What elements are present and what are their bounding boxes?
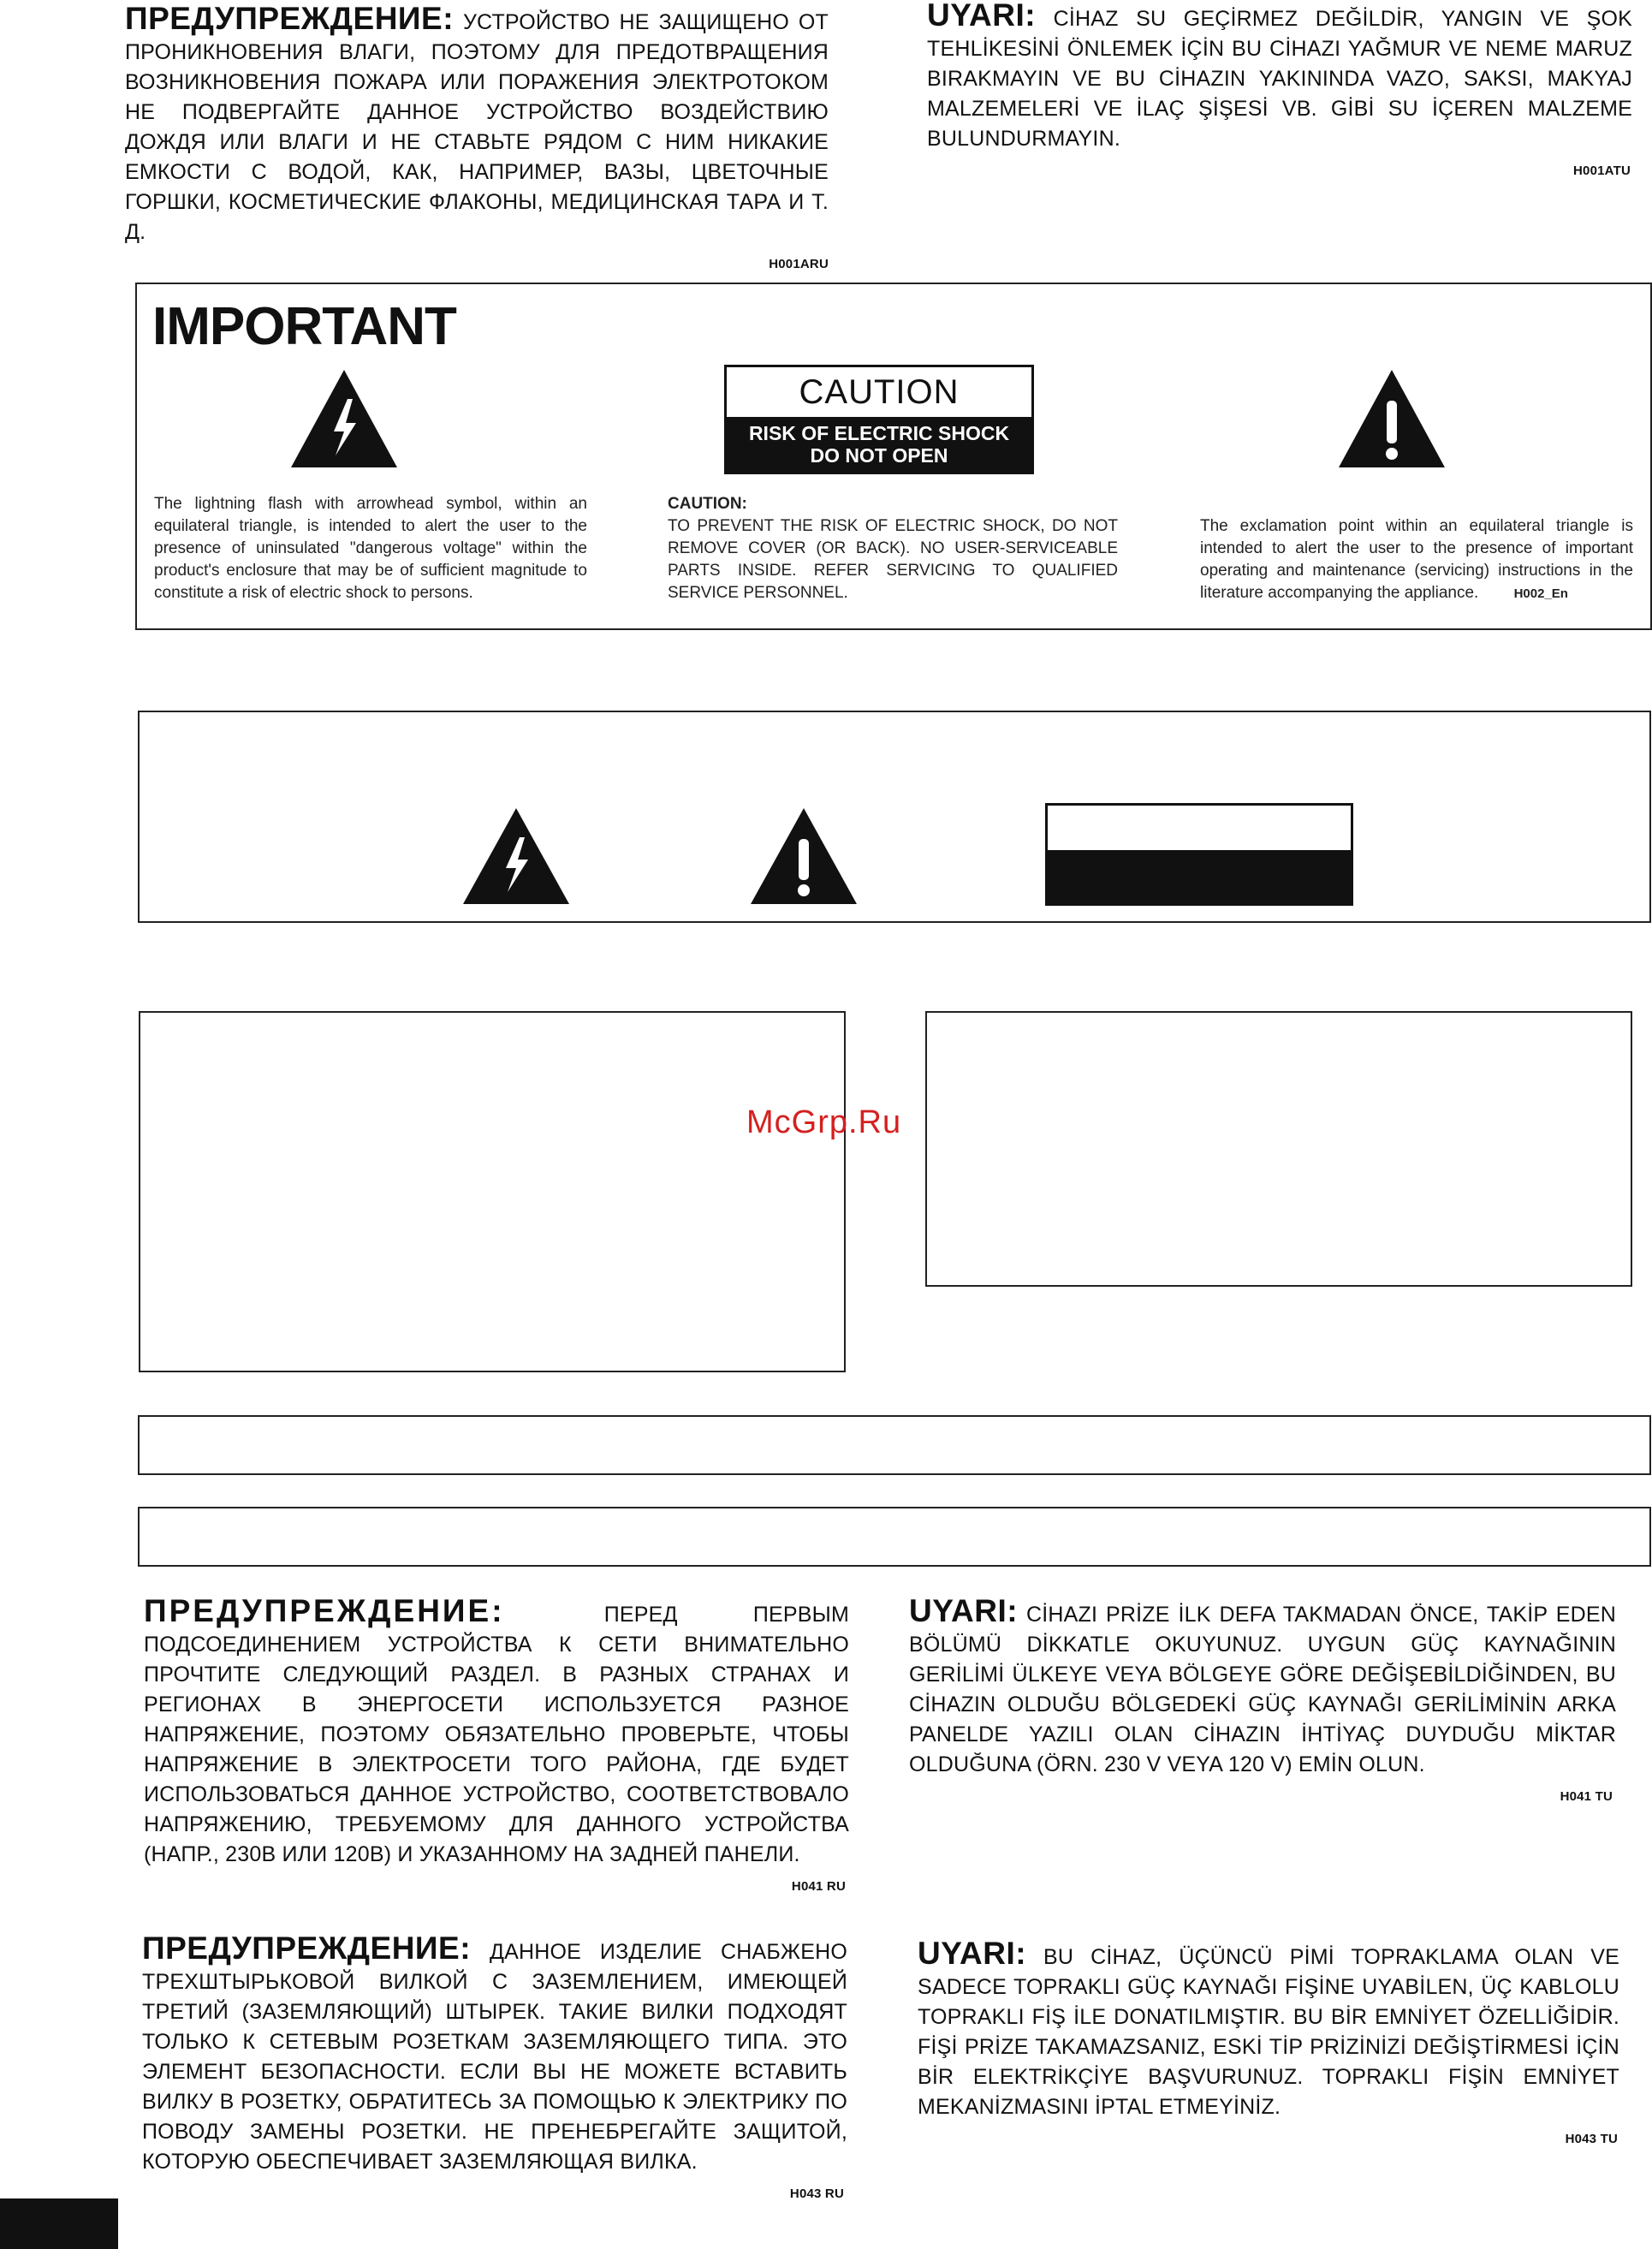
top-warning-tr bbox=[927, 0, 1632, 186]
doc-code: H002_En bbox=[1513, 586, 1568, 601]
caution-label-line-2: DO NOT OPEN bbox=[810, 444, 948, 467]
warning-body: ПЕРЕД ПЕРВЫМ ПОДСОЕДИНЕНИЕМ УСТРОЙСТВА К СЕТИ ВНИМАТЕЛЬНО ПРОЧТИТЕ СЛЕДУЮЩИЙ РАЗДЕЛ. В РАЗНЫХ СТРАНАХ И РЕГИОНАХ В ЭНЕРГОСЕТИ ИСПОЛЬЗУЕТСЯ РАЗНОЕ НАПРЯЖЕНИЕ, ПОЭТОМУ ОБЯЗАТЕЛЬНО ПРОВЕРЬТЕ, ЧТОБЫ НАПРЯЖЕНИЕ В ЭЛЕКТРОСЕТИ ТОГО РАЙОНА, ГДЕ БУДЕТ ИСПОЛЬЗОВАТЬСЯ ДАННОЕ УСТРОЙСТВО, СООТВЕТСТВОВАЛО НАПРЯЖЕНИЮ, ТРЕБУЕМОМУ ДЛЯ ДАННОГО УСТРОЙСТВА (НАПР., 230В ИЛИ 120В) И УКАЗАННОМУ НА ЗАДНЕЙ ПАНЕЛИ. bbox=[144, 1603, 849, 1866]
grounding-warning-ru bbox=[142, 1933, 847, 2209]
warning-body: ДАННОЕ ИЗДЕЛИЕ СНАБЖЕНО ТРЕХШТЫРЬКОВОЙ ВИЛКОЙ С ЗАЗЕМЛЕНИЕМ, ИМЕЮЩЕЙ ТРЕТИЙ (ЗАЗЕМЛЯЮЩИЙ) ШТЫРЕК. ТАКИЕ ВИЛКИ ПОДХОДЯТ ТОЛЬКО К СЕТЕВЫМ РОЗЕТКАМ ЗАЗЕМЛЯЮЩЕГО ТИПА. ЭТО ЭЛЕМЕНТ БЕЗОПАСНОСТИ. ЕСЛИ ВЫ НЕ МОЖЕТЕ ВСТАВИТЬ ВИЛКУ В РОЗЕТКУ, ОБРАТИТЕСЬ ЗА ПОМОЩЬЮ К ЭЛЕКТРИКУ ПО ПОВОДУ ЗАМЕНЫ РОЗЕТКИ. НЕ ПРЕНЕБРЕГАЙТЕ ЗАЩИТОЙ, КОТОРУЮ ОБЕСПЕЧИВАЕТ ЗАЗЕМЛЯЮЩАЯ ВИЛКА. bbox=[142, 1940, 847, 2174]
lightning-warning-icon bbox=[460, 805, 573, 907]
doc-code: H001ARU bbox=[769, 257, 829, 271]
warning-body: CİHAZI PRİZE İLK DEFA TAKMADAN ÖNCE, TAKİP EDEN BÖLÜMÜ DİKKATLE OKUYUNUZ. UYGUN GÜÇ KAYNAĞININ GERİLİMİ ÜLKEYE VEYA BÖLGEYE GÖRE DEĞİŞEBİLDİĞİNDEN, BU CİHAZIN OLDUĞU BÖLGEDEKİ GÜÇ KAYNAĞI GERİLİMİNİN ARKA PANELDE YAZILI OLAN CİHAZIN İHTİYAÇ DUYDUĞU MİKTAR OLDUĞUNA (ÖRN. 230 V VEYA 120 V) EMİN OLUN. bbox=[909, 1603, 1616, 1776]
caution-text-block bbox=[668, 493, 1118, 604]
warning-body: УСТРОЙСТВО НЕ ЗАЩИЩЕНО ОТ ПРОНИКНОВЕНИЯ ВЛАГИ, ПОЭТОМУ ДЛЯ ПРЕДОТВРАЩЕНИЯ ВОЗНИКНОВЕНИЯ ПОЖАРА ИЛИ ПОРАЖЕНИЯ ЭЛЕКТРОТОКОМ НЕ ПОДВЕРГАЙТЕ ДАННОЕ УСТРОЙСТВО ВОЗДЕЙСТВИЮ ДОЖДЯ ИЛИ ВЛАГИ И НЕ СТАВЬТЕ РЯДОМ С НИМ НИКАКИЕ ЕМКОСТИ С ВОДОЙ, КАК, НАПРИМЕР, ВАЗЫ, ЦВЕТОЧНЫЕ ГОРШКИ, КОСМЕТИЧЕСКИЕ ФЛАКОНЫ, МЕДИЦИНСКАЯ ТАРА И Т. Д. bbox=[125, 10, 829, 244]
exclamation-description bbox=[1200, 515, 1633, 605]
caution-text: TO PREVENT THE RISK OF ELECTRIC SHOCK, DO NOT REMOVE COVER (OR BACK). NO USER-SERVICEABLE PARTS INSIDE. REFER SERVICING TO QUALIFIED SERVICE PERSONNEL. bbox=[668, 517, 1118, 602]
exclamation-warning-icon bbox=[1335, 366, 1448, 471]
empty-box-left bbox=[139, 1011, 846, 1372]
warning-heading: ПРЕДУПРЕЖДЕНИЕ: bbox=[125, 1, 455, 36]
lightning-warning-icon bbox=[288, 366, 401, 471]
important-box bbox=[135, 283, 1652, 630]
caution-label bbox=[724, 365, 1034, 474]
doc-code: H041 RU bbox=[791, 1879, 846, 1894]
doc-code: H043 TU bbox=[1565, 2132, 1618, 2146]
caution-label-line-1: RISK OF ELECTRIC SHOCK bbox=[748, 422, 1010, 444]
lightning-description: The lightning flash with arrowhead symbol, within an equilateral triangle, is intended to alert the user to the presence of uninsulated "dangerous voltage" within the product's enclosure that may be of sufficient magnitude to constitute a risk of electric shock to persons. bbox=[154, 495, 587, 602]
watermark: McGrp.Ru bbox=[746, 1104, 902, 1140]
voltage-warning-tr bbox=[909, 1593, 1616, 1812]
warning-heading: ПРЕДУПРЕЖДЕНИЕ: bbox=[144, 1593, 505, 1628]
exclamation-warning-icon bbox=[747, 805, 860, 907]
symbols-box bbox=[138, 711, 1651, 923]
important-title: IMPORTANT bbox=[152, 297, 456, 356]
warning-body: BU CİHAZ, ÜÇÜNCÜ PİMİ TOPRAKLAMA OLAN VE SADECE TOPRAKLI GÜÇ KAYNAĞI FİŞİNE UYABİLEN, ÜÇ KABLOLU TOPRAKLI FİŞ İLE DONATILMIŞTIR. BU BİR EMNİYET ÖZELLİĞİDİR. FİŞİ PRİZE TAKAMAZSANIZ, ESKİ TİP PRİZİNİZİ DEĞİŞTİRMESİ İÇİN BİR ELEKTRİKÇİYE BAŞVURUNUZ. TOPRAKLI FİŞİN EMNİYET MEKANİZMASINI İPTAL ETMEYİNİZ. bbox=[918, 1945, 1619, 2119]
empty-box-right bbox=[925, 1011, 1632, 1287]
warning-heading: UYARI: bbox=[927, 0, 1037, 33]
warning-heading: ПРЕДУПРЕЖДЕНИЕ: bbox=[142, 1931, 472, 1966]
caution-label-bottom bbox=[727, 417, 1031, 472]
doc-code: H001ATU bbox=[1573, 164, 1631, 178]
doc-code: H043 RU bbox=[789, 2187, 844, 2201]
empty-bar-1 bbox=[138, 1415, 1651, 1475]
warning-heading: UYARI: bbox=[918, 1936, 1027, 1971]
warning-heading: UYARI: bbox=[909, 1593, 1019, 1628]
page-tab bbox=[0, 2198, 118, 2249]
top-warning-ru bbox=[125, 3, 829, 279]
caution-heading: CAUTION: bbox=[668, 495, 747, 513]
voltage-warning-ru bbox=[144, 1593, 849, 1901]
doc-code: H041 TU bbox=[1560, 1789, 1613, 1804]
blank-caution-label bbox=[1045, 803, 1353, 906]
exclamation-text: The exclamation point within an equilateral triangle is intended to alert the user to the presence of important operating and maintenance (servicing) instructions in the literature accompanying the appliance. bbox=[1200, 517, 1633, 602]
caution-label-top: CAUTION bbox=[799, 372, 960, 411]
grounding-warning-tr bbox=[918, 1938, 1619, 2154]
empty-bar-2 bbox=[138, 1507, 1651, 1567]
warning-body: CİHAZ SU GEÇİRMEZ DEĞİLDİR, YANGIN VE ŞOK TEHLİKESİNİ ÖNLEMEK İÇİN BU CİHAZI YAĞMUR VE NEME MARUZ BIRAKMAYIN VE BU CİHAZIN YAKININDA VAZO, SAKSI, MAKYAJ MALZEMELERİ VE İLAÇ ŞİŞESİ VB. GİBİ SU İÇEREN MALZEME BULUNDURMAYIN. bbox=[927, 7, 1632, 151]
